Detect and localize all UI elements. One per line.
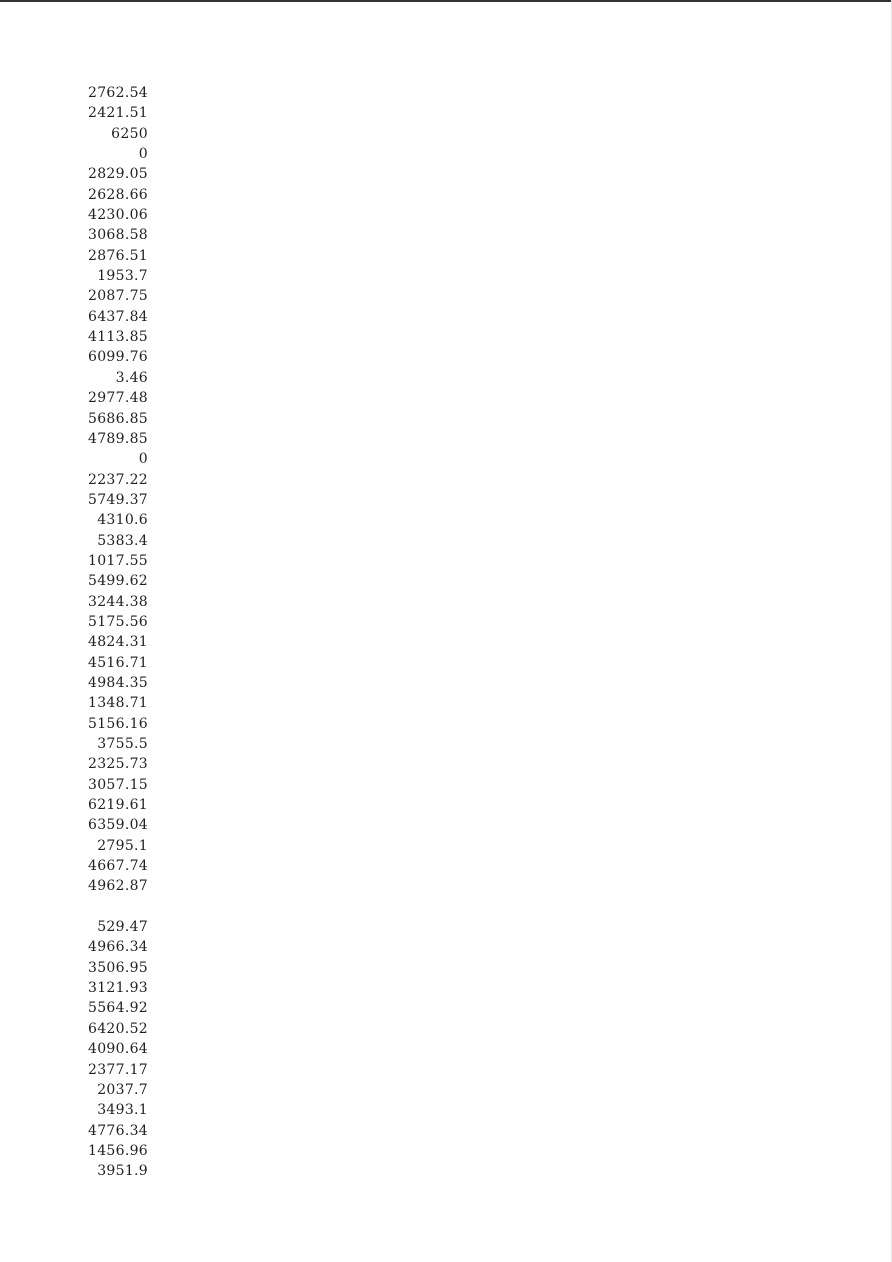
value-cell: 4966.34 <box>88 939 148 956</box>
value-cell: 5175.56 <box>88 613 148 630</box>
value-cell: 6250 <box>111 125 148 142</box>
value-cell: 6437.84 <box>88 308 148 325</box>
value-cell: 1953.7 <box>97 268 148 285</box>
value-cell: 2628.66 <box>88 186 148 203</box>
value-cell: 4667.74 <box>88 858 148 875</box>
value-cell: 5749.37 <box>88 491 148 508</box>
value-cell: 2087.75 <box>88 288 148 305</box>
value-cell: 5499.62 <box>88 573 148 590</box>
value-cell: 6359.04 <box>88 817 148 834</box>
value-cell: 4516.71 <box>88 654 148 671</box>
value-cell: 2977.48 <box>88 390 148 407</box>
value-cell: 4962.87 <box>88 878 148 895</box>
value-cell: 3493.1 <box>97 1102 148 1119</box>
value-cell: 2037.7 <box>97 1081 148 1098</box>
value-cell: 3121.93 <box>88 980 148 997</box>
value-cell: 4113.85 <box>88 329 148 346</box>
value-cell: 4090.64 <box>88 1041 148 1058</box>
value-cell: 2237.22 <box>88 471 148 488</box>
value-cell: 4984.35 <box>88 674 148 691</box>
value-column <box>70 83 148 1182</box>
value-cell: 4230.06 <box>88 207 148 224</box>
value-cell: 3755.5 <box>97 736 148 752</box>
value-cell <box>70 897 148 917</box>
value-cell: 6420.52 <box>88 1020 148 1037</box>
value-cell: 3244.38 <box>88 593 148 610</box>
value-cell: 5564.92 <box>88 1000 148 1017</box>
value-cell: 3057.15 <box>88 776 148 793</box>
value-cell: 3506.95 <box>88 959 148 976</box>
value-cell: 2876.51 <box>88 247 148 264</box>
value-cell: 6219.61 <box>88 797 148 814</box>
value-cell: 2829.05 <box>88 166 148 183</box>
value-cell: 4310.6 <box>97 512 148 529</box>
value-cell: 2325.73 <box>88 756 148 773</box>
value-cell: 6099.76 <box>88 349 148 366</box>
value-cell: 529.47 <box>97 919 148 936</box>
value-cell: 4776.34 <box>88 1122 148 1139</box>
value-cell: 1348.71 <box>88 695 148 712</box>
value-cell: 2795.1 <box>97 837 148 854</box>
value-cell: 5383.4 <box>97 532 148 549</box>
page-top-border <box>0 0 892 2</box>
value-cell: 5156.16 <box>88 715 148 732</box>
value-cell: 4789.85 <box>88 430 148 447</box>
value-cell: 2762.54 <box>88 85 148 101</box>
value-cell: 2421.51 <box>88 105 148 122</box>
value-cell: 0 <box>138 146 148 163</box>
value-cell: 1456.96 <box>88 1142 148 1159</box>
value-cell: 0 <box>138 451 148 468</box>
value-cell: 3.46 <box>115 369 148 386</box>
value-cell: 5686.85 <box>88 410 148 427</box>
value-cell: 3068.58 <box>88 227 148 244</box>
value-cell: 3951.9 <box>97 1163 148 1180</box>
value-cell: 4824.31 <box>88 634 148 651</box>
value-cell: 1017.55 <box>88 552 148 569</box>
value-cell: 2377.17 <box>88 1061 148 1078</box>
